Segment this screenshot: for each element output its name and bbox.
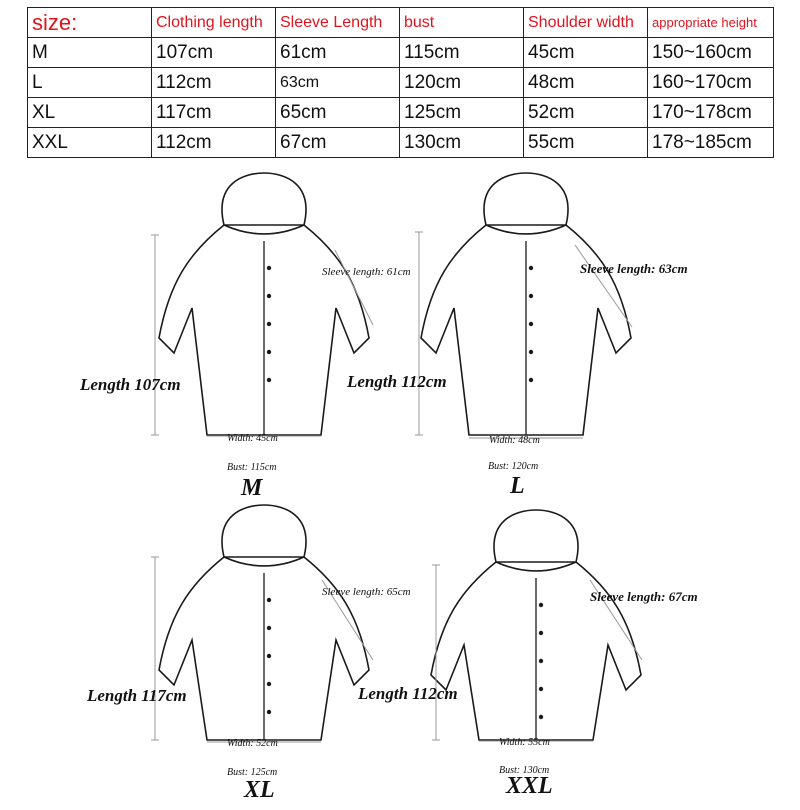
raincoat-illustration	[0, 165, 400, 485]
cell-sleeve-length: 65cm	[276, 98, 400, 128]
cell-shoulder-width: 48cm	[524, 68, 648, 98]
button-dot	[267, 626, 271, 630]
button-dot	[529, 378, 533, 382]
header-shoulder-width: Shoulder width	[524, 8, 648, 38]
hood-shape	[484, 173, 568, 225]
diagram-m	[0, 165, 411, 501]
cell-size: XXL	[28, 128, 152, 158]
cell-sleeve-length: 67cm	[276, 128, 400, 158]
button-dot	[267, 378, 271, 382]
header-bust: bust	[400, 8, 524, 38]
bust-label: Bust: 125cm	[227, 767, 278, 778]
cell-sleeve-length: 61cm	[276, 38, 400, 68]
size-label: M	[241, 475, 263, 501]
button-dot	[267, 710, 271, 714]
button-dot	[529, 266, 533, 270]
cell-appropriate-height: 170~178cm	[648, 98, 774, 128]
button-dot	[539, 603, 543, 607]
cell-clothing-length: 112cm	[152, 68, 276, 98]
header-clothing-length: Clothing length	[152, 8, 276, 38]
raincoat-illustration	[0, 490, 400, 800]
cell-bust: 130cm	[400, 128, 524, 158]
bust-label: Bust: 115cm	[227, 462, 277, 473]
bust-label: Bust: 130cm	[499, 765, 550, 776]
size-label: L	[510, 473, 525, 499]
header-appropriate-height: appropriate height	[648, 8, 774, 38]
button-dot	[267, 266, 271, 270]
raincoat-illustration	[400, 490, 800, 800]
width-label: Width: 55cm	[499, 737, 550, 748]
button-dot	[267, 654, 271, 658]
button-dot	[267, 682, 271, 686]
cell-sleeve-length: 63cm	[276, 68, 400, 98]
cell-clothing-length: 107cm	[152, 38, 276, 68]
cell-shoulder-width: 55cm	[524, 128, 648, 158]
sleeve-length-label: Sleeve length: 65cm	[322, 586, 411, 598]
button-dot	[539, 687, 543, 691]
width-label: Width: 45cm	[227, 433, 278, 444]
length-label: Length 107cm	[80, 375, 181, 394]
table-row	[28, 68, 774, 98]
size-chart-table	[27, 7, 774, 158]
sleeve-length-label: Sleeve length: 63cm	[580, 261, 688, 276]
size-label: XL	[244, 777, 275, 803]
width-label: Width: 52cm	[227, 738, 278, 749]
button-dot	[267, 322, 271, 326]
sleeve-length-label: Sleeve length: 67cm	[590, 589, 698, 604]
cell-appropriate-height: 150~160cm	[648, 38, 774, 68]
table-row	[28, 38, 774, 68]
button-dot	[539, 659, 543, 663]
raincoat-illustration	[400, 165, 800, 485]
cell-size: M	[28, 38, 152, 68]
cell-appropriate-height: 160~170cm	[648, 68, 774, 98]
hood-shape	[222, 173, 306, 225]
hood-shape	[494, 510, 578, 562]
hood-shape	[222, 505, 306, 557]
table-header-row	[28, 8, 774, 38]
cell-clothing-length: 112cm	[152, 128, 276, 158]
button-dot	[267, 598, 271, 602]
length-label: Length 112cm	[358, 684, 458, 703]
button-dot	[529, 294, 533, 298]
length-label: Length 117cm	[87, 686, 187, 705]
table-row	[28, 128, 774, 158]
header-sleeve-length: Sleeve Length	[276, 8, 400, 38]
cell-size: XL	[28, 98, 152, 128]
width-label: Width: 48cm	[489, 435, 540, 446]
length-label: Length 112cm	[347, 372, 447, 391]
bust-label: Bust: 120cm	[488, 461, 539, 472]
cell-shoulder-width: 52cm	[524, 98, 648, 128]
cell-bust: 115cm	[400, 38, 524, 68]
cell-size: L	[28, 68, 152, 98]
table-row	[28, 98, 774, 128]
cell-bust: 120cm	[400, 68, 524, 98]
button-dot	[267, 294, 271, 298]
size-label: XXL	[506, 773, 553, 799]
cell-bust: 125cm	[400, 98, 524, 128]
button-dot	[539, 631, 543, 635]
cell-shoulder-width: 45cm	[524, 38, 648, 68]
button-dot	[267, 350, 271, 354]
cell-appropriate-height: 178~185cm	[648, 128, 774, 158]
cell-clothing-length: 117cm	[152, 98, 276, 128]
sleeve-length-label: Sleeve length: 61cm	[322, 266, 411, 278]
button-dot	[539, 715, 543, 719]
button-dot	[529, 322, 533, 326]
header-size: size:	[28, 8, 152, 38]
button-dot	[529, 350, 533, 354]
